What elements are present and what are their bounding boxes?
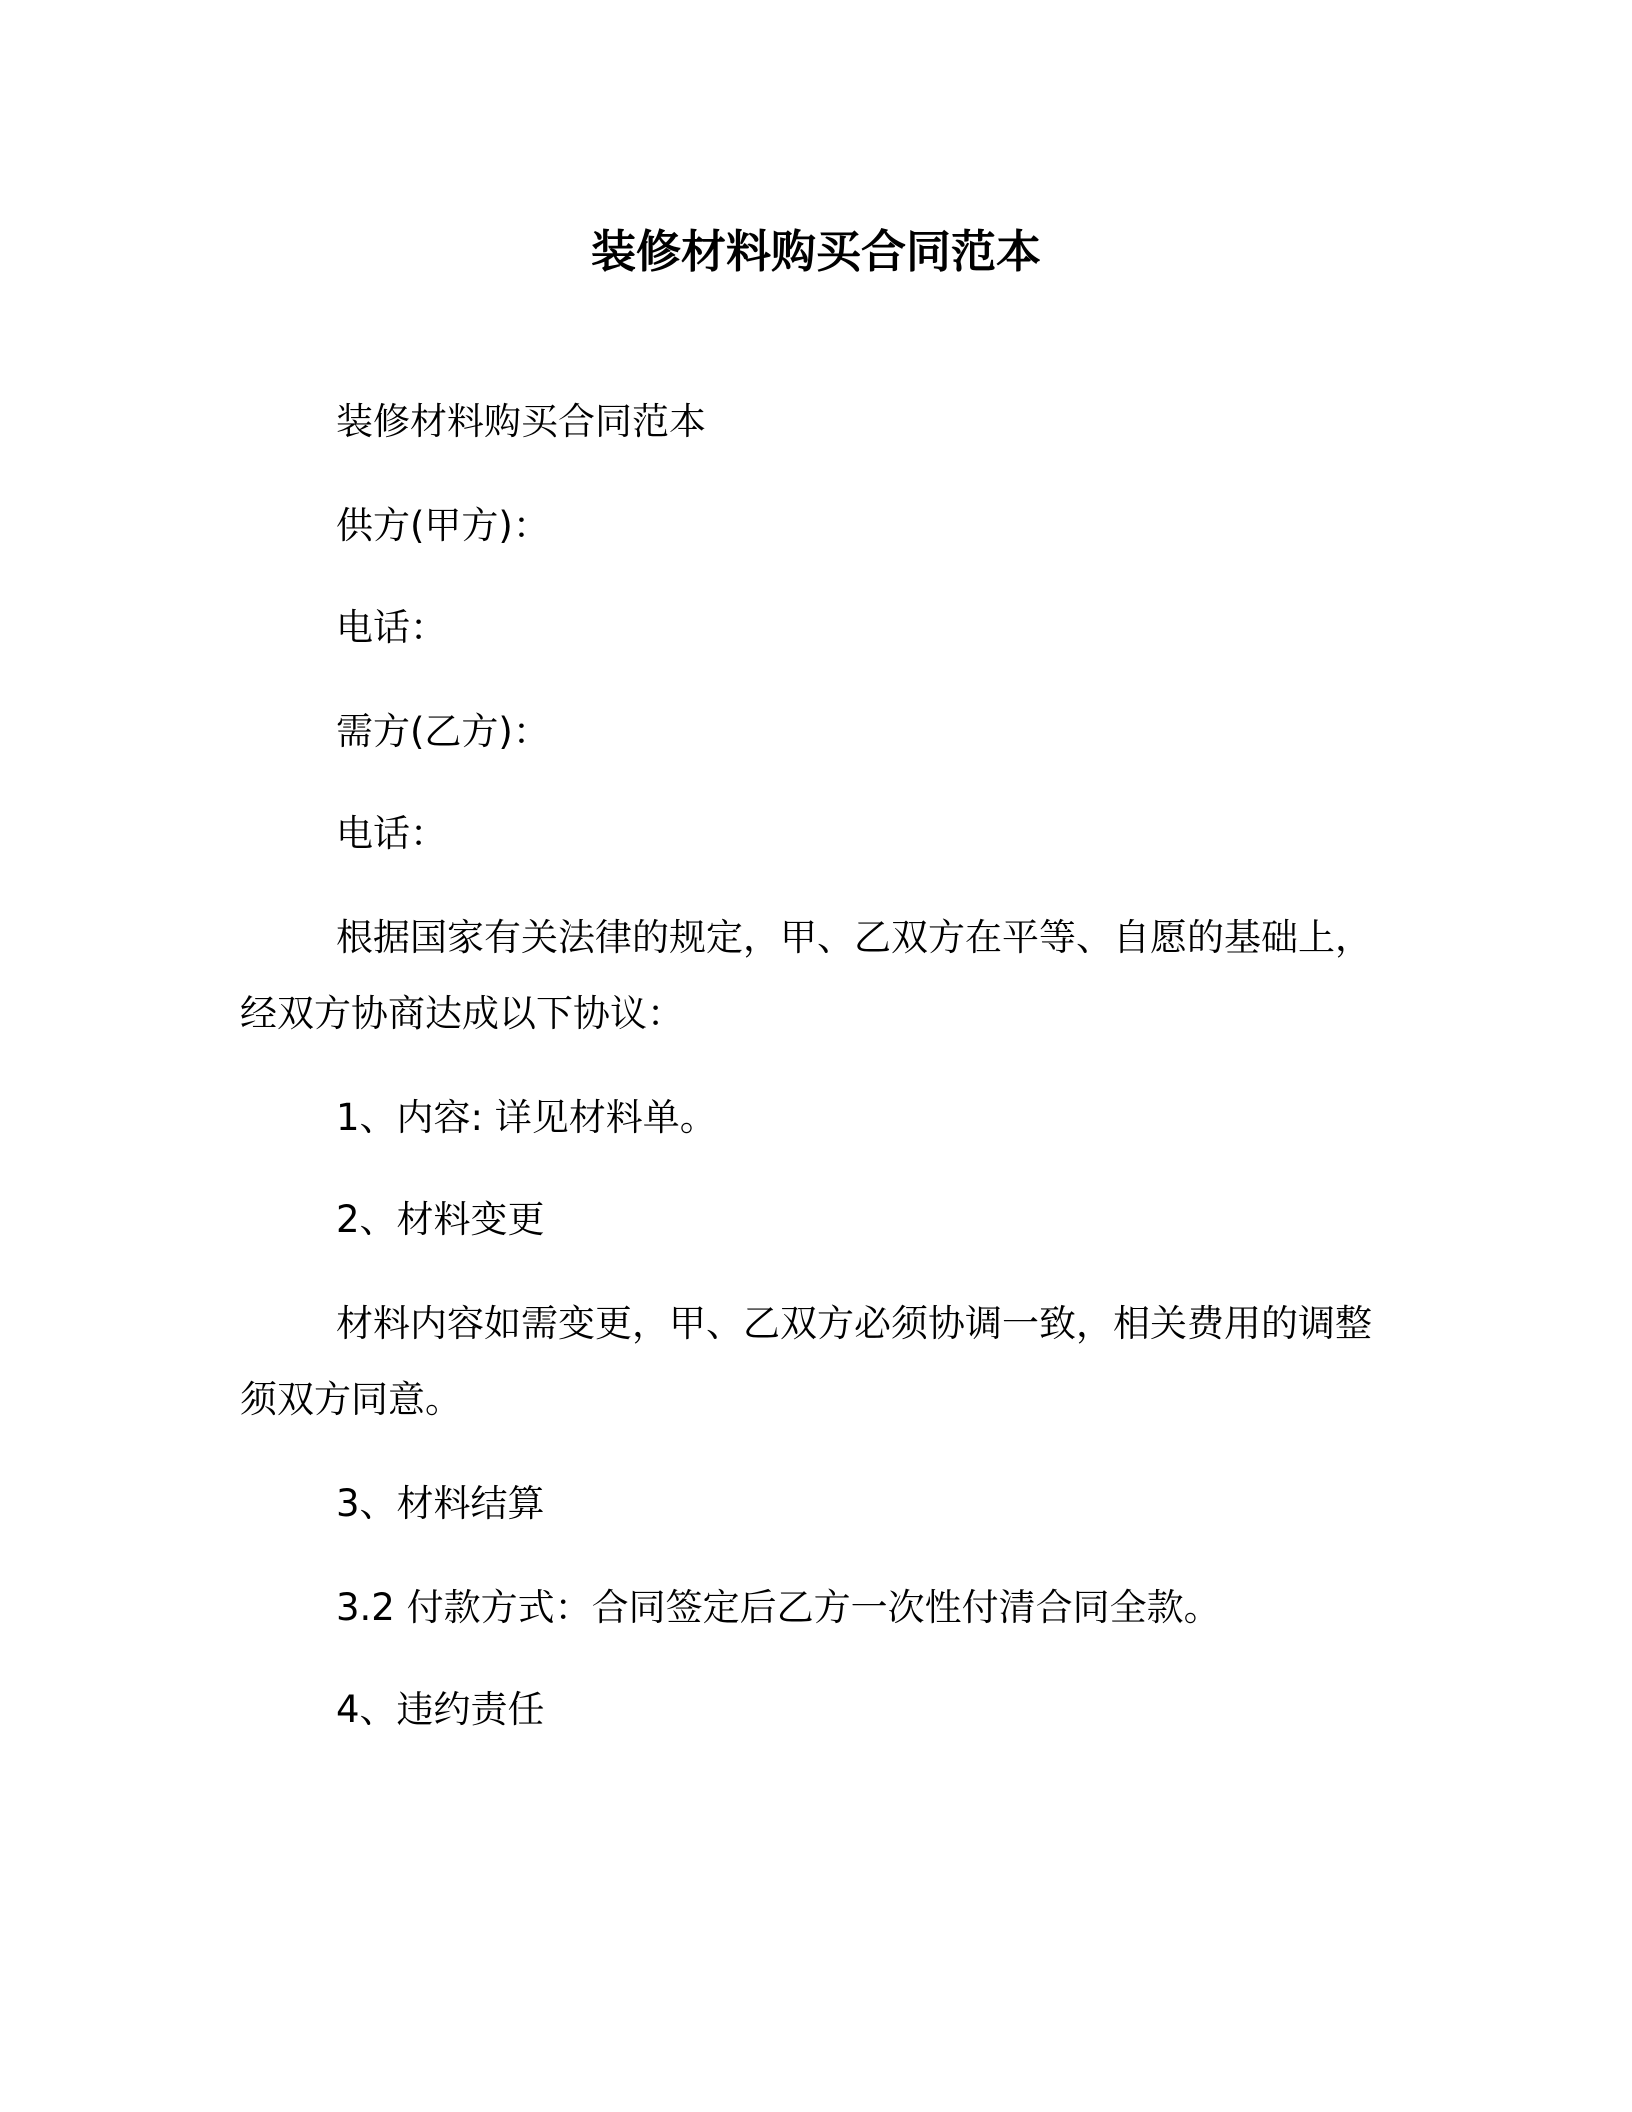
paragraph-clause-1: 1、内容: 详见材料单。 bbox=[336, 1096, 717, 1139]
paragraph-clause-2-line-2: 须双方同意。 bbox=[240, 1378, 462, 1421]
paragraph-clause-2-line-1: 材料内容如需变更，甲、乙双方必须协调一致，相关费用的调整 bbox=[336, 1302, 1372, 1345]
paragraph-clause-2-heading: 2、材料变更 bbox=[336, 1198, 545, 1241]
paragraph-preamble-line-1: 根据国家有关法律的规定，甲、乙双方在平等、自愿的基础上， bbox=[336, 916, 1372, 959]
paragraph-clause-3-heading: 3、材料结算 bbox=[336, 1482, 545, 1525]
paragraph-supplier-phone: 电话： bbox=[336, 606, 447, 649]
paragraph-buyer-phone: 电话： bbox=[336, 812, 447, 855]
document-title: 装修材料购买合同范本 bbox=[590, 225, 1041, 278]
paragraph-supplier: 供方(甲方)： bbox=[336, 504, 550, 547]
paragraph-preamble-line-2: 经双方协商达成以下协议： bbox=[240, 992, 684, 1035]
paragraph-subtitle: 装修材料购买合同范本 bbox=[336, 400, 706, 443]
paragraph-clause-3-2: 3.2 付款方式：合同签定后乙方一次性付清合同全款。 bbox=[336, 1586, 1221, 1629]
paragraph-buyer: 需方(乙方)： bbox=[336, 710, 550, 753]
paragraph-clause-4-heading: 4、违约责任 bbox=[336, 1688, 545, 1731]
